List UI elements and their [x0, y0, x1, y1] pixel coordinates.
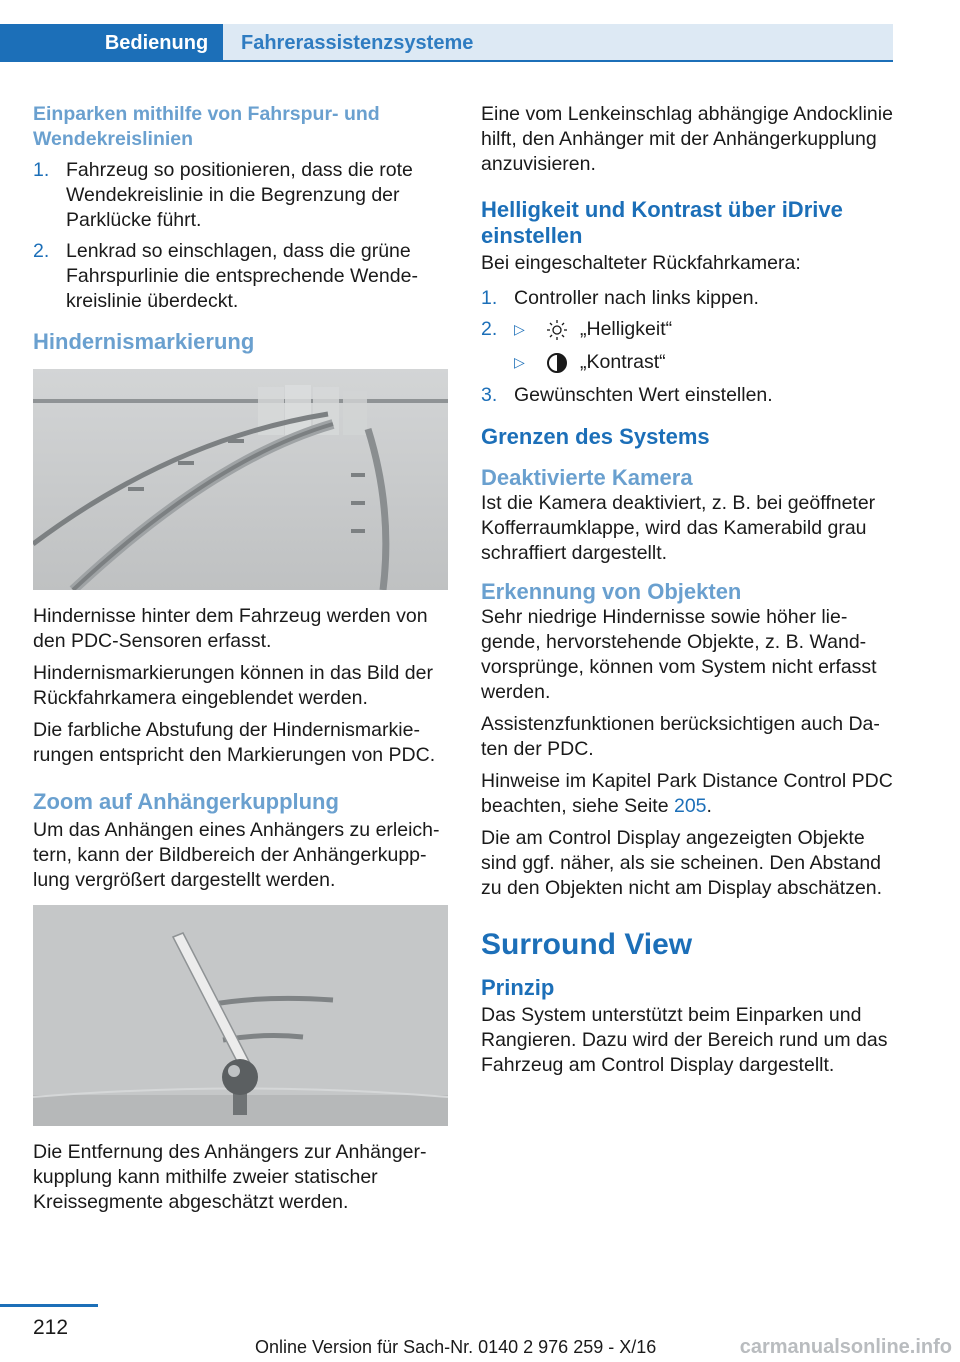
- list-item: [33, 158, 448, 233]
- heading-erkennung-objekten: Erkennung von Objekten: [481, 579, 742, 604]
- online-version-note: Online Version für Sach-Nr. 0140 2 976 259 - X/16: [255, 1337, 657, 1357]
- obstacle-marking-illustration: [33, 369, 448, 590]
- sub-item-kontrast: [481, 350, 896, 375]
- trailer-hitch-image: [33, 905, 448, 1126]
- paragraph-page-reference: [481, 769, 896, 819]
- sub-item-label: „Helligkeit“: [580, 318, 673, 340]
- obstacle-marking-image: [33, 369, 448, 590]
- einparken-steps: [33, 158, 448, 314]
- step-text: Lenkrad so einschlagen, dass die grüne Fahrspurlinie die entsprechende Wendekreislinie überdeckt.: [66, 240, 418, 312]
- heading-zoom-anhaengerkupplung: Zoom auf Anhängerkupplung: [33, 789, 339, 814]
- paragraph: Eine vom Lenkeinschlag abhängige Andocklinie hilft, den Anhänger mit der Anhängerkupplung anzuvisieren.: [481, 103, 893, 175]
- sub-item-label: „Kontrast“: [580, 351, 666, 373]
- right-column: [481, 102, 896, 1085]
- list-item: [481, 317, 896, 375]
- left-column: [33, 102, 448, 1222]
- heading-surround-view: Surround View: [481, 928, 693, 961]
- triangle-bullet-icon: ▷: [514, 321, 525, 337]
- brightness-steps: [481, 286, 896, 408]
- heading-einparken: Einparken mithilfe von Fahrspur- und Wendekreislinien: [33, 103, 380, 150]
- paragraph: Um das Anhängen eines Anhängers zu erleichtern, kann der Bildbereich der Anhängerkupplung vergrößert dargestellt werden.: [33, 819, 440, 891]
- sub-item-helligkeit: [514, 317, 896, 342]
- paragraph: Die am Control Display angezeigten Objekte sind ggf. näher, als sie scheinen. Den Abstand zu den Objekten nicht am Display abschätzen.: [481, 827, 883, 899]
- brightness-icon: [546, 319, 568, 341]
- paragraph: Die Entfernung des Anhängers zur Anhängerkupplung kann mithilfe zweier statischer Kreissegmente abgeschätzt werden.: [33, 1141, 427, 1213]
- step-text: Controller nach links kippen.: [514, 287, 759, 309]
- heading-grenzen-systems: Grenzen des Systems: [481, 424, 710, 449]
- page-link-205[interactable]: 205: [673, 795, 707, 817]
- step-number: 2.: [33, 240, 50, 262]
- heading-helligkeit-kontrast: Helligkeit und Kontrast über iDrive einstellen: [481, 197, 843, 248]
- step-number: 3.: [481, 384, 498, 406]
- step-text: Fahrzeug so positionieren, dass die rote Wendekreislinie in die Begrenzung der Parklücke führt.: [66, 159, 413, 231]
- header-tabbar: [0, 24, 893, 62]
- reference-end: .: [706, 795, 712, 817]
- list-item: [33, 239, 448, 314]
- paragraph: Hindernismarkierungen können in das Bild der Rückfahrkamera eingeblendet werden.: [33, 662, 433, 709]
- paragraph: Die farbliche Abstufung der Hindernismarkierungen entspricht den Markierungen von PDC.: [33, 719, 436, 766]
- step-number: 1.: [481, 287, 498, 309]
- heading-hindernismarkierung: Hindernismarkierung: [33, 329, 255, 354]
- heading-prinzip: Prinzip: [481, 975, 555, 1000]
- paragraph: Bei eingeschalteter Rückfahrkamera:: [481, 252, 801, 274]
- page-number: 212: [33, 1316, 69, 1339]
- trailer-hitch-illustration: [33, 905, 448, 1126]
- paragraph: Das System unterstützt beim Einparken und Rangieren. Dazu wird der Bereich rund um das Fahrzeug am Control Display dargestellt.: [481, 1004, 888, 1076]
- header-divider: [0, 60, 893, 62]
- step-text: Gewünschten Wert einstellen.: [514, 384, 773, 406]
- list-item: [481, 286, 896, 311]
- reference-text: Hinweise im Kapitel Park Distance Control PDC beachten, siehe Seite: [481, 770, 893, 817]
- paragraph: Hindernisse hinter dem Fahrzeug werden von den PDC-Sensoren erfasst.: [33, 605, 428, 652]
- paragraph: Sehr niedrige Hindernisse sowie höher liegende, hervorstehende Objekte, z. B. Wandvorsprünge, können vom System nicht erfasst werden.: [481, 606, 877, 703]
- tab-fahrerassistenzsysteme[interactable]: Fahrerassistenzsysteme: [223, 24, 893, 62]
- footer-divider: [0, 1304, 98, 1307]
- step-number: 2.: [481, 318, 498, 340]
- step-number: 1.: [33, 159, 50, 181]
- triangle-bullet-icon: ▷: [514, 354, 525, 370]
- heading-deaktivierte-kamera: Deaktivierte Kamera: [481, 465, 693, 490]
- watermark: carmanualsonline.info: [739, 1336, 952, 1358]
- tab-bedienung[interactable]: Bedienung: [0, 24, 223, 62]
- list-item: [481, 383, 896, 408]
- paragraph: Assistenzfunktionen berücksichtigen auch Daten der PDC.: [481, 713, 880, 760]
- contrast-icon: [546, 352, 568, 374]
- paragraph: Ist die Kamera deaktiviert, z. B. bei geöffneter Kofferraumklappe, wird das Kamerabild grau schraffiert dargestellt.: [481, 492, 876, 564]
